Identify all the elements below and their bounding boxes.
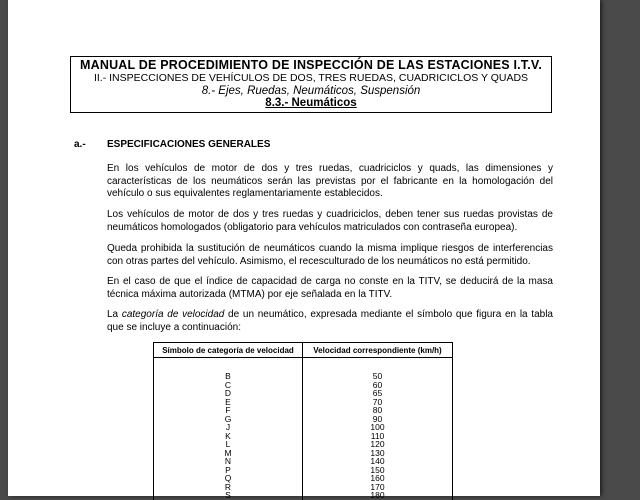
subsection-heading: 8.3.- Neumáticos <box>265 97 357 109</box>
speed-value-cell: 60 <box>303 381 453 390</box>
table-row <box>154 372 453 381</box>
speed-symbol-cell: D <box>154 389 303 398</box>
table-header-symbol: Símbolo de categoría de velocidad <box>154 343 303 358</box>
table-row <box>154 474 453 483</box>
table-row <box>154 457 453 466</box>
speed-symbol-cell: F <box>154 406 303 415</box>
speed-symbol-cell: N <box>154 457 303 466</box>
section-heading: 8.- Ejes, Ruedas, Neumáticos, Suspensión <box>201 85 421 97</box>
table-row <box>154 432 453 441</box>
speed-symbol-cell: S <box>154 491 303 500</box>
speed-value-cell: 120 <box>303 440 453 449</box>
table-row <box>154 466 453 475</box>
table-row <box>154 449 453 458</box>
manual-title: MANUAL DE PROCEDIMIENTO DE INSPECCIÓN DE LAS ESTACIONES I.T.V. <box>80 58 542 72</box>
p5-text-a: La <box>107 309 122 320</box>
speed-symbol-cell: E <box>154 398 303 407</box>
speed-value-cell: 65 <box>303 389 453 398</box>
paragraph-load-index: En el caso de que el índice de capacidad de carga no conste en la TITV, se deducirá de la masa técnica máxima autorizada (MTMA) por eje señalada en la TITV. <box>107 276 553 300</box>
speed-symbol-cell: J <box>154 423 303 432</box>
table-row <box>154 440 453 449</box>
speed-value-cell: 80 <box>303 406 453 415</box>
speed-value-cell: 130 <box>303 449 453 458</box>
paragraph-dimensions: En los vehículos de motor de dos y tres ruedas, cuadriciclos y quads, las dimensiones y características de los neumáticos serán las previstas por el fabricante en la homologación del vehículo o sus equivalentes reglamentariamente establecidos. <box>107 163 553 199</box>
speed-symbol-cell: R <box>154 483 303 492</box>
speed-value-cell: 140 <box>303 457 453 466</box>
speed-value-cell: 150 <box>303 466 453 475</box>
speed-table-body <box>154 358 453 500</box>
p5-emphasis: categoría de velocidad <box>121 309 225 320</box>
table-row <box>154 406 453 415</box>
document-header-box <box>70 56 552 113</box>
section-a-label: a.- <box>74 139 86 150</box>
speed-value-cell: 160 <box>303 474 453 483</box>
speed-value-cell: 50 <box>303 372 453 381</box>
p5-text-b: de un neumático, expresada mediante el símbolo que figura en la tabla que se incluye a continuación: <box>107 309 553 333</box>
table-row <box>154 423 453 432</box>
speed-value-cell: 100 <box>303 423 453 432</box>
table-row <box>154 389 453 398</box>
speed-symbol-cell: P <box>154 466 303 475</box>
document-page <box>8 0 600 500</box>
table-row <box>154 381 453 390</box>
speed-value-cell: 180 <box>303 491 453 500</box>
speed-value-cell: 110 <box>303 432 453 441</box>
table-row <box>154 483 453 492</box>
table-row <box>154 415 453 424</box>
speed-symbol-cell: L <box>154 440 303 449</box>
paragraph-speed-category <box>107 309 553 334</box>
paragraph-homologation: Los vehículos de motor de dos y tres ruedas y cuadriciclos, deben tener sus ruedas provistas de neumáticos homologados (obligatorio para vehículos matriculados con contraseña europea). <box>107 209 553 233</box>
manual-subtitle: II.- INSPECCIONES DE VEHÍCULOS DE DOS, TRES RUEDAS, CUADRICICLOS Y QUADS <box>93 72 529 84</box>
speed-symbol-cell: K <box>154 432 303 441</box>
speed-symbol-cell: Q <box>154 474 303 483</box>
speed-symbol-cell: G <box>154 415 303 424</box>
speed-value-cell: 70 <box>303 398 453 407</box>
table-row <box>154 491 453 500</box>
speed-value-cell: 90 <box>303 415 453 424</box>
section-a-title: ESPECIFICACIONES GENERALES <box>107 139 271 150</box>
speed-symbol-cell: B <box>154 372 303 381</box>
speed-category-table <box>153 342 453 500</box>
table-header-speed: Velocidad correspondiente (km/h) <box>303 343 453 358</box>
table-row <box>154 398 453 407</box>
speed-value-cell: 170 <box>303 483 453 492</box>
speed-symbol-cell: M <box>154 449 303 458</box>
speed-symbol-cell: C <box>154 381 303 390</box>
paragraph-prohibition: Queda prohibida la sustitución de neumáticos cuando la misma implique riesgos de interferencias con otras partes del vehículo. Asimismo, el recesculturado de los neumáticos no está permitido. <box>107 243 553 267</box>
